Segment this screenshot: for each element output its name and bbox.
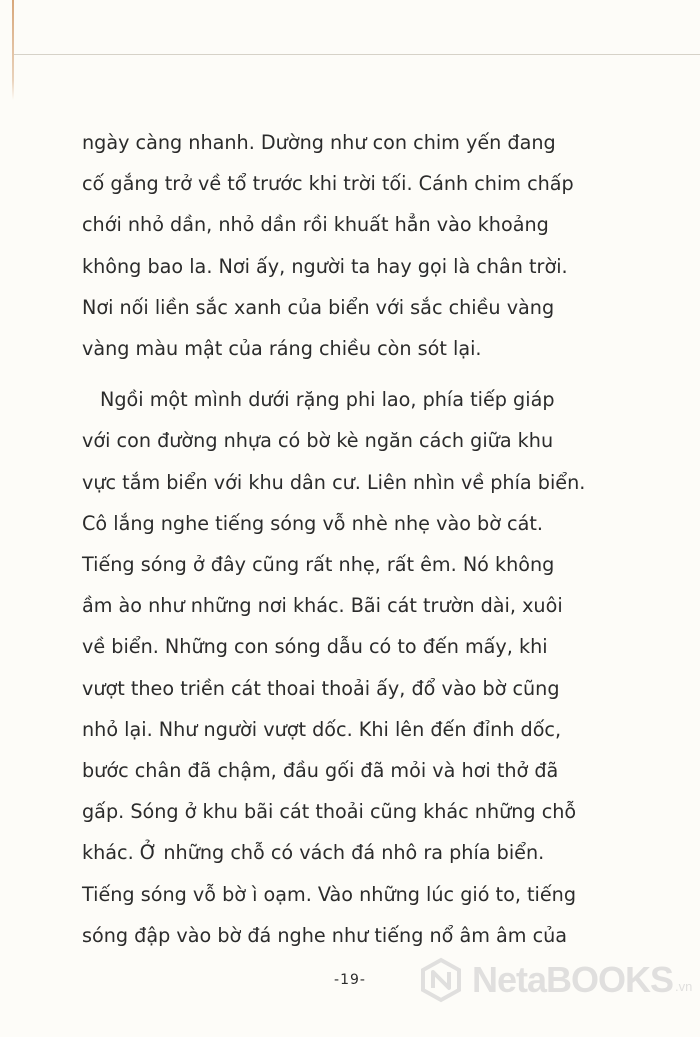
text-line: vượt theo triền cát thoai thoải ấy, đổ vào bờ cũng xyxy=(82,676,560,700)
neta-logo-icon xyxy=(418,957,464,1003)
paragraph-gap xyxy=(82,369,622,379)
text-line: gấp. Sóng ở khu bãi cát thoải cũng khác những chỗ xyxy=(82,800,577,824)
page-edge-shadow xyxy=(12,0,14,100)
text-line: khác. Ở những chỗ có vách đá nhô ra phía biển. xyxy=(82,841,545,865)
text-line: Ngồi một mình dưới rặng phi lao, phía tiếp giáp xyxy=(100,388,555,412)
text-line: vực tắm biển với khu dân cư. Liên nhìn về phía biển. xyxy=(82,470,586,494)
text-line: cố gắng trở về tổ trước khi trời tối. Cánh chim chấp xyxy=(82,172,574,196)
body-text xyxy=(82,122,622,956)
text-line: Tiếng sóng ở đây cũng rất nhẹ, rất êm. Nó không xyxy=(82,553,555,577)
text-line: không bao la. Nơi ấy, người ta hay gọi là chân trời. xyxy=(82,254,568,278)
text-line: ngày càng nhanh. Dường như con chim yến đang xyxy=(82,131,556,154)
text-line: vàng màu mật của ráng chiều còn sót lại. xyxy=(82,337,482,361)
watermark xyxy=(418,950,692,1010)
text-line: với con đường nhựa có bờ kè ngăn cách giữa khu xyxy=(82,429,554,453)
text-line: Cô lắng nghe tiếng sóng vỗ nhè nhẹ vào bờ cát. xyxy=(82,511,543,535)
text-line: ầm ào như những nơi khác. Bãi cát trườn dài, xuôi xyxy=(82,594,563,618)
header-rule xyxy=(14,54,700,55)
text-line: nhỏ lại. Như người vượt dốc. Khi lên đến đỉnh dốc, xyxy=(82,717,562,741)
text-line: về biển. Những con sóng dẫu có to đến mấy, khi xyxy=(82,635,548,659)
text-line: bước chân đã chậm, đầu gối đã mỏi và hơi thở đã xyxy=(82,759,559,783)
text-line: sóng đập vào bờ đá nghe như tiếng nổ âm âm của xyxy=(82,923,568,947)
text-line: Tiếng sóng vỗ bờ ì oạm. Vào những lúc gió to, tiếng xyxy=(82,882,577,906)
watermark-suffix: .vn xyxy=(675,978,693,994)
text-line: Nơi nối liền sắc xanh của biển với sắc chiều vàng xyxy=(82,295,555,319)
watermark-brand: NetaBOOKS xyxy=(472,959,674,1000)
page-number: -19- xyxy=(334,972,366,988)
text-line: chới nhỏ dần, nhỏ dần rồi khuất hẳn vào khoảng xyxy=(82,213,549,237)
